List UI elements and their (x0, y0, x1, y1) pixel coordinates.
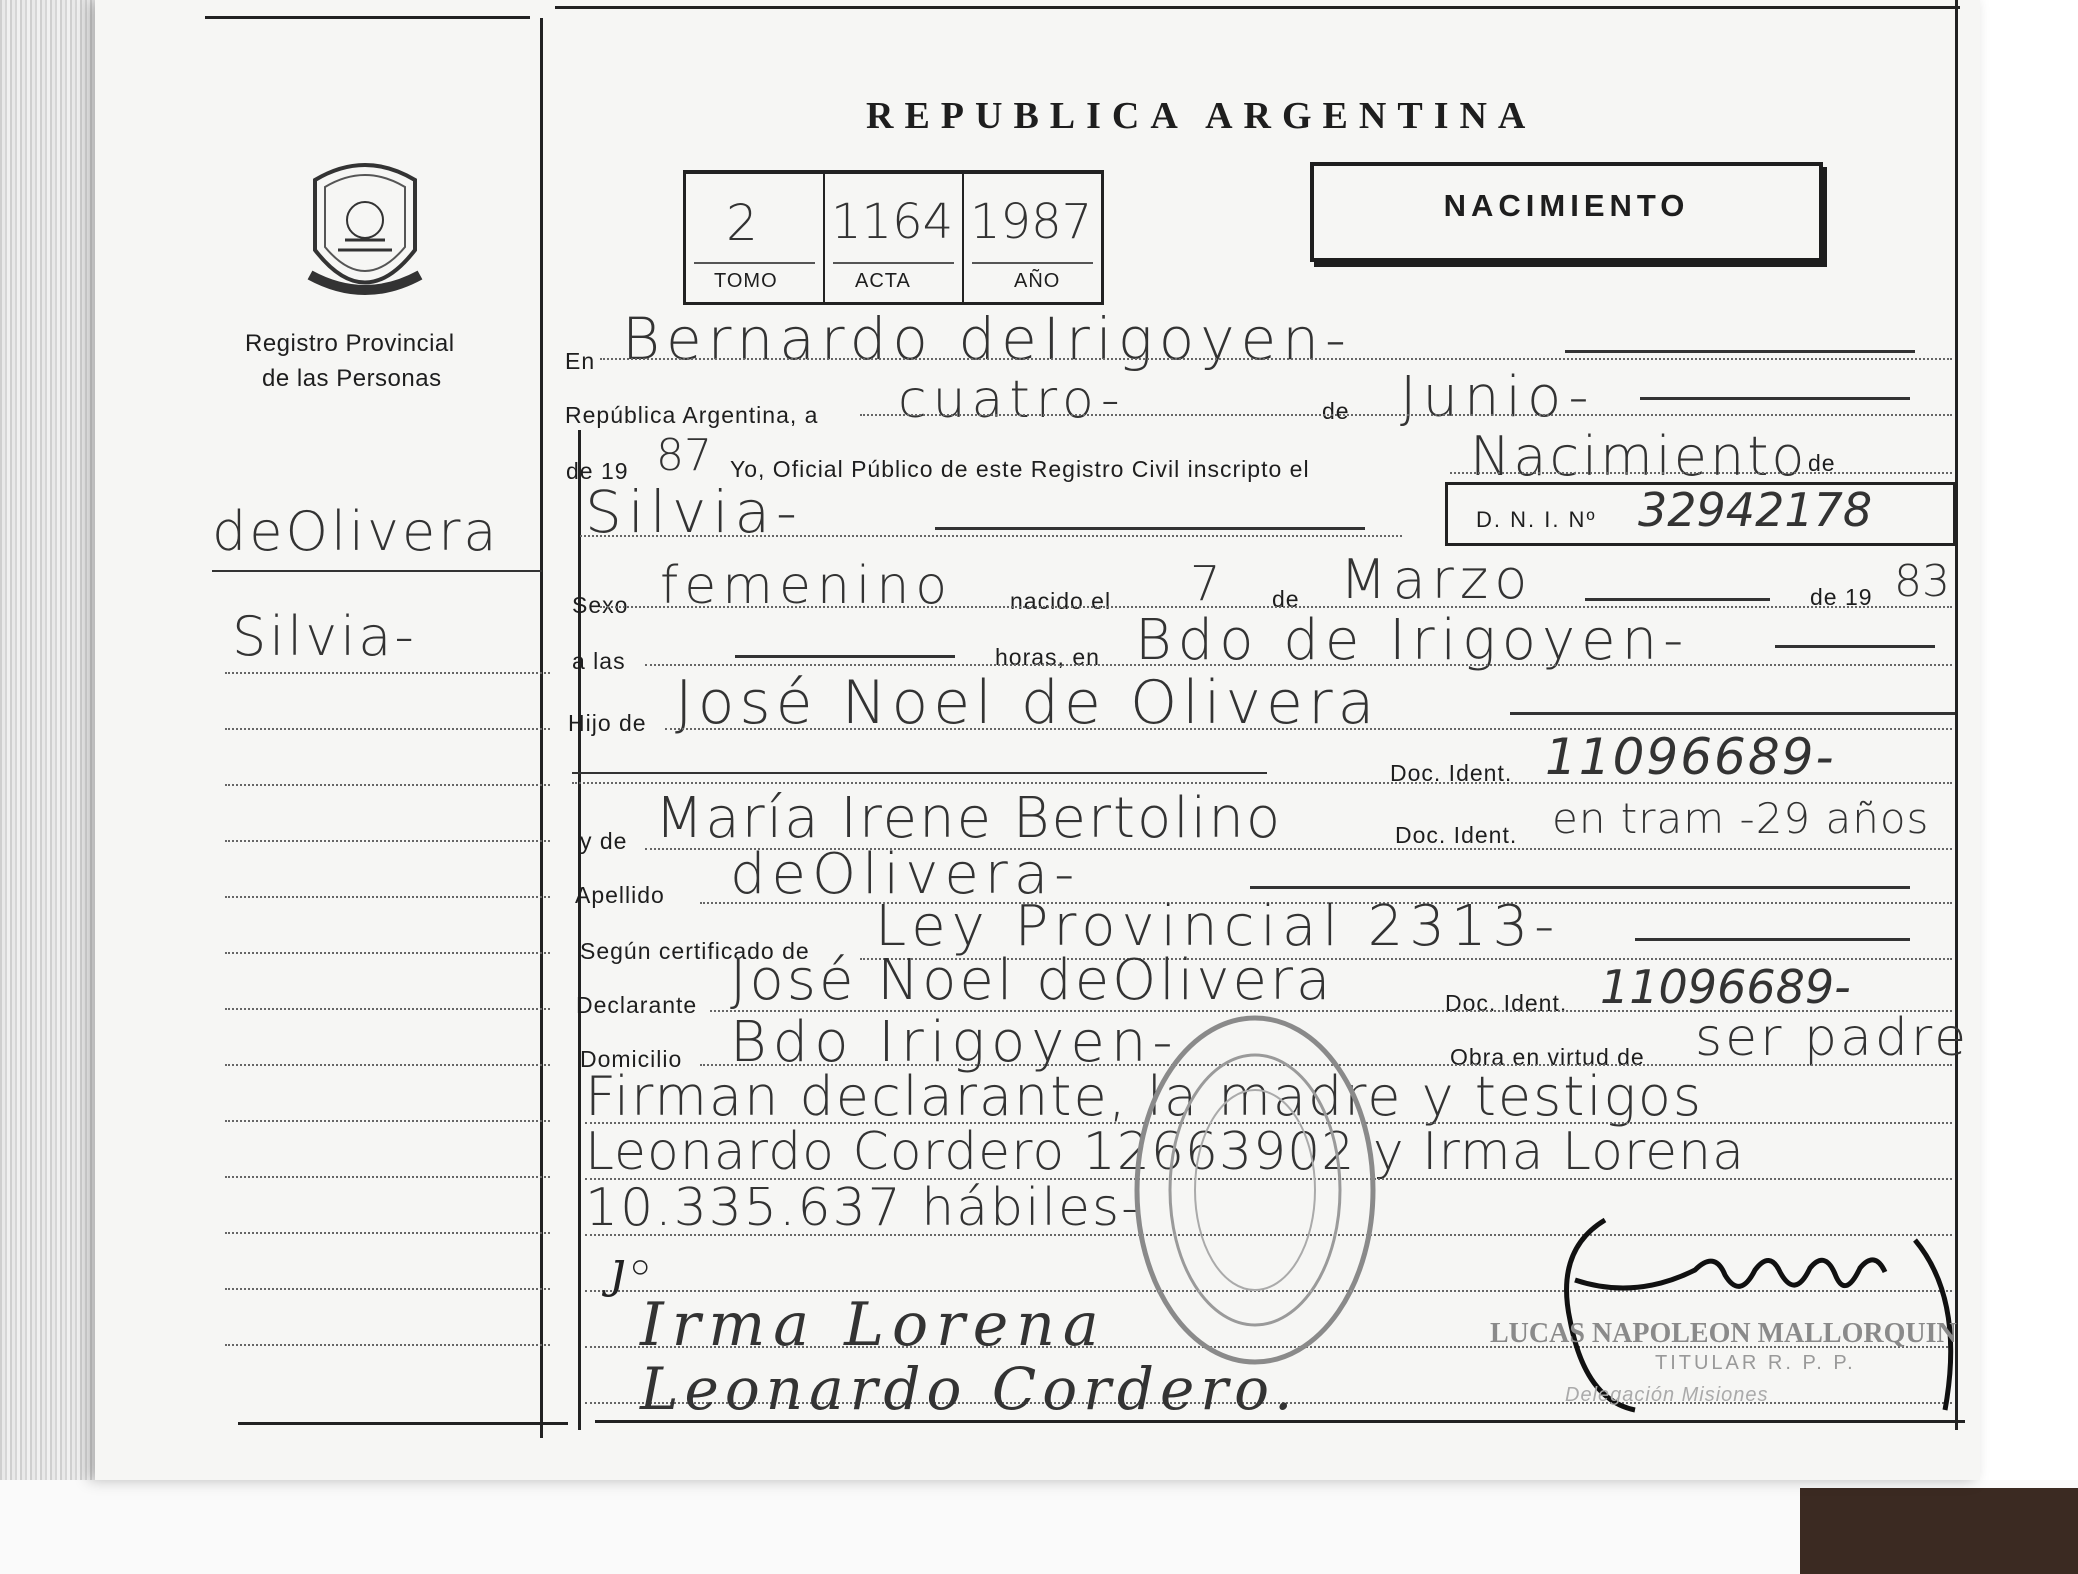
birth-year: 83 (1894, 556, 1950, 607)
margin-dotted-line (225, 1176, 550, 1178)
margin-dotted-line (225, 1288, 550, 1290)
domicilio-value: Bdo Irigoyen- (730, 1010, 1179, 1075)
note-line-1: Firman declarante, la madre y testigos (585, 1065, 1704, 1128)
registry-day: cuatro- (898, 370, 1126, 430)
record-number-box (683, 170, 1104, 305)
note-line-3: 10.335.637 hábiles- (585, 1178, 1142, 1238)
desk-surface (0, 1480, 2078, 1574)
margin-dotted-line (225, 728, 550, 730)
birth-place: Bdo de Irigoyen- (1135, 608, 1690, 673)
margin-dotted-line (225, 784, 550, 786)
doc-ident-label-2: Doc. Ident. (1395, 822, 1518, 848)
margin-given-name: Silvia- (232, 605, 417, 668)
father-doc: 11096689- (1545, 728, 1836, 786)
registry-month: Junio- (1400, 365, 1595, 430)
en-label: En (565, 348, 596, 374)
witness-initials: ȷ◦ (610, 1240, 655, 1298)
sexo-value: femenino (660, 556, 954, 616)
margin-dotted-line (225, 1008, 550, 1010)
margin-dotted-line (225, 1344, 550, 1346)
tomo-label: TOMO (714, 270, 778, 292)
obra-label: Obra en virtud de (1450, 1044, 1645, 1070)
de-label-2: de (1808, 450, 1836, 476)
birth-day: 7 (1190, 556, 1227, 612)
official-stamp-icon (1130, 1010, 1380, 1370)
dni-box (1445, 482, 1956, 546)
margin-dotted-line (225, 1120, 550, 1122)
sexo-label: Sexo (572, 592, 629, 618)
segun-value: Ley Provincial 2313- (875, 894, 1561, 959)
margin-dotted-line (225, 840, 550, 842)
father-name: José Noel de Olivera (675, 668, 1380, 738)
mother-doc: en tram -29 años (1552, 794, 1930, 843)
de-label: de (1322, 398, 1350, 424)
y-de-label: y de (580, 828, 628, 854)
tomo-value: 2 (726, 194, 764, 252)
official-statement: Yo, Oficial Público de este Registro Civil inscripto el (730, 456, 1310, 482)
country-title: REPUBLICA ARGENTINA (866, 95, 1537, 137)
ano-label: AÑO (1014, 270, 1061, 292)
apellido-label: Apellido (575, 882, 665, 908)
signature-irma-lorena: Irma Lorena (640, 1290, 1107, 1360)
margin-dotted-line (225, 1232, 550, 1234)
record-type-box (1310, 162, 1823, 262)
domicilio-label: Domicilio (580, 1046, 683, 1072)
province-seal-icon (300, 155, 430, 310)
acta-label: ACTA (855, 270, 911, 292)
birth-month: Marzo (1340, 548, 1534, 611)
top-rule-right (555, 6, 1960, 9)
apellido-value: deOlivera- (730, 842, 1081, 907)
dni-label: D. N. I. Nº (1476, 507, 1597, 532)
a-las-label: a las (572, 648, 626, 674)
doc-ident-label-1: Doc. Ident. (1390, 760, 1513, 786)
registered-name: Silvia- (585, 478, 803, 546)
margin-surname: deOlivera (212, 500, 500, 563)
margin-dotted-line (225, 1064, 550, 1066)
horas-label: horas, en (995, 644, 1100, 670)
nacido-label: nacido el (1010, 588, 1112, 614)
declarante-label: Declarante (576, 992, 698, 1018)
official-detail: Delegación Misiones (1565, 1384, 1769, 1406)
acta-value: 1164 (831, 194, 954, 250)
margin-dotted-line (225, 672, 550, 674)
ano-value: 1987 (970, 194, 1093, 250)
hijo-label: Hijo de (568, 710, 647, 736)
registry-line-2: de las Personas (262, 365, 442, 392)
dni-value: 32942178 (1638, 483, 1873, 537)
de-label-3: de (1272, 586, 1300, 612)
official-name: LUCAS NAPOLEON MALLORQUIN (1490, 1318, 1957, 1349)
mother-name: María Irene Bertolino (655, 786, 1283, 851)
registry-line-1: Registro Provincial (245, 330, 455, 357)
record-type-label: NACIMIENTO (1443, 188, 1690, 223)
margin-dotted-line (225, 896, 550, 898)
top-rule-left (205, 16, 530, 19)
signature-leonardo-cordero: Leonardo Cordero. (640, 1355, 1299, 1423)
acta-cell (825, 174, 964, 302)
note-line-2: Leonardo Cordero 12663902 y Irma Lorena (585, 1122, 1745, 1182)
bottom-rule-left (238, 1422, 568, 1425)
segun-label: Según certificado de (580, 938, 810, 964)
background-corner (1800, 1488, 2078, 1574)
place-of-registry: Bernardo deIrigoyen- (622, 305, 1352, 373)
year-prefix: de 19 (566, 458, 629, 484)
tomo-cell (686, 174, 825, 302)
registry-year: 87 (656, 430, 712, 481)
declarante-name: José Noel deOlivera (730, 948, 1334, 1013)
ano-cell (964, 174, 1101, 302)
doc-ident-label-3: Doc. Ident. (1445, 990, 1568, 1016)
official-title: TITULAR R. P. P. (1655, 1352, 1856, 1374)
margin-dotted-line (225, 952, 550, 954)
inscription-type: Nacimiento (1470, 425, 1808, 488)
declarante-doc: 11096689- (1600, 960, 1851, 1014)
birth-year-prefix: de 19 (1810, 584, 1873, 610)
obra-value: ser padre (1695, 1008, 1970, 1068)
republica-label: República Argentina, a (565, 402, 819, 428)
form-inner-rule (578, 430, 581, 1430)
